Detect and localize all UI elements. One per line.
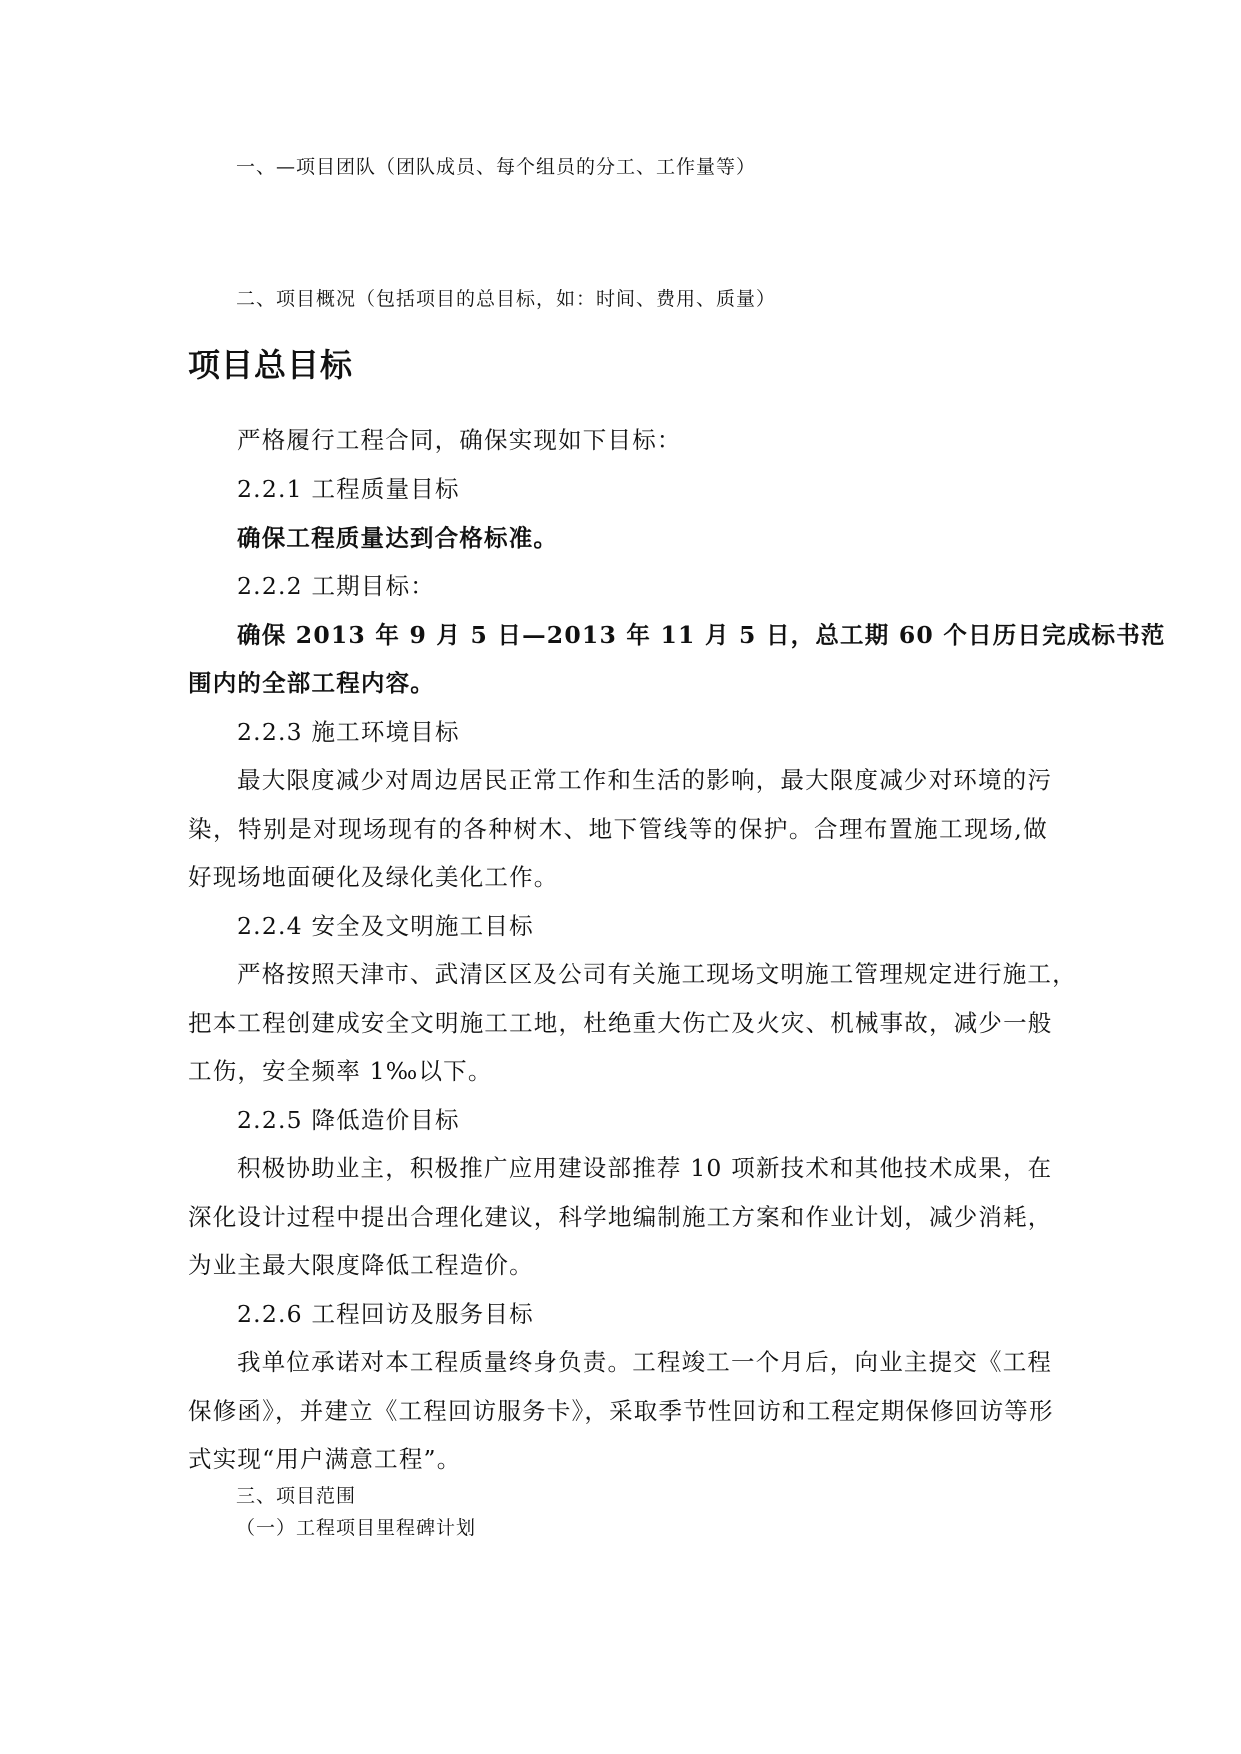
quality-text: 确保工程质量达到合格标准。 xyxy=(237,524,559,552)
section-scope-title: 三、项目范围 xyxy=(236,1485,357,1507)
service-text-line-2: 保修函》，并建立《工程回访服务卡》，采取季节性回访和工程定期保修回访等形 xyxy=(188,1397,1054,1425)
safety-text-line-1: 严格按照天津市、武清区区及公司有关施工现场文明施工管理规定进行施工， xyxy=(237,960,1077,988)
quality-title: 2.2.1 工程质量目标 xyxy=(237,475,460,503)
service-title: 2.2.6 工程回访及服务目标 xyxy=(237,1300,534,1328)
environment-title: 2.2.3 施工环境目标 xyxy=(237,718,460,746)
cost-text-line-3: 为业主最大限度降低工程造价。 xyxy=(188,1251,534,1279)
service-text-line-1: 我单位承诺对本工程质量终身负责。工程竣工一个月后，向业主提交《工程 xyxy=(237,1348,1053,1376)
environment-text-line-1: 最大限度减少对周边居民正常工作和生活的影响，最大限度减少对环境的污 xyxy=(237,766,1053,794)
schedule-text-line-1: 确保 2013 年 9 月 5 日—2013 年 11 月 5 日，总工期 60 个日历日完成标书范 xyxy=(237,621,1166,649)
safety-text-line-3: 工伤，安全频率 1‰以下。 xyxy=(188,1057,493,1085)
environment-text-line-3: 好现场地面硬化及绿化美化工作。 xyxy=(188,863,559,891)
safety-title: 2.2.4 安全及文明施工目标 xyxy=(237,912,534,940)
intro-text: 严格履行工程合同，确保实现如下目标： xyxy=(237,426,682,454)
page-heading: 项目总目标 xyxy=(188,346,354,384)
service-text-line-3: 式实现“用户满意工程”。 xyxy=(188,1445,462,1473)
cost-text-line-2: 深化设计过程中提出合理化建议，科学地编制施工方案和作业计划，减少消耗， xyxy=(188,1203,1053,1231)
cost-title: 2.2.5 降低造价目标 xyxy=(237,1106,460,1134)
schedule-title: 2.2.2 工期目标： xyxy=(237,572,435,600)
cost-text-line-1: 积极协助业主，积极推广应用建设部推荐 10 项新技术和其他技术成果，在 xyxy=(237,1154,1053,1182)
section-team-title: 一、—项目团队（团队成员、每个组员的分工、工作量等） xyxy=(236,156,757,178)
schedule-text-line-2: 围内的全部工程内容。 xyxy=(188,669,435,697)
milestone-plan-title: （一）工程项目里程碑计划 xyxy=(236,1517,477,1539)
safety-text-line-2: 把本工程创建成安全文明施工工地，杜绝重大伤亡及火灾、机械事故，减少一般 xyxy=(188,1009,1053,1037)
environment-text-line-2: 染，特别是对现场现有的各种树木、地下管线等的保护。合理布置施工现场,做 xyxy=(188,815,1048,843)
section-overview-title: 二、项目概况（包括项目的总目标，如：时间、费用、质量） xyxy=(236,288,777,310)
